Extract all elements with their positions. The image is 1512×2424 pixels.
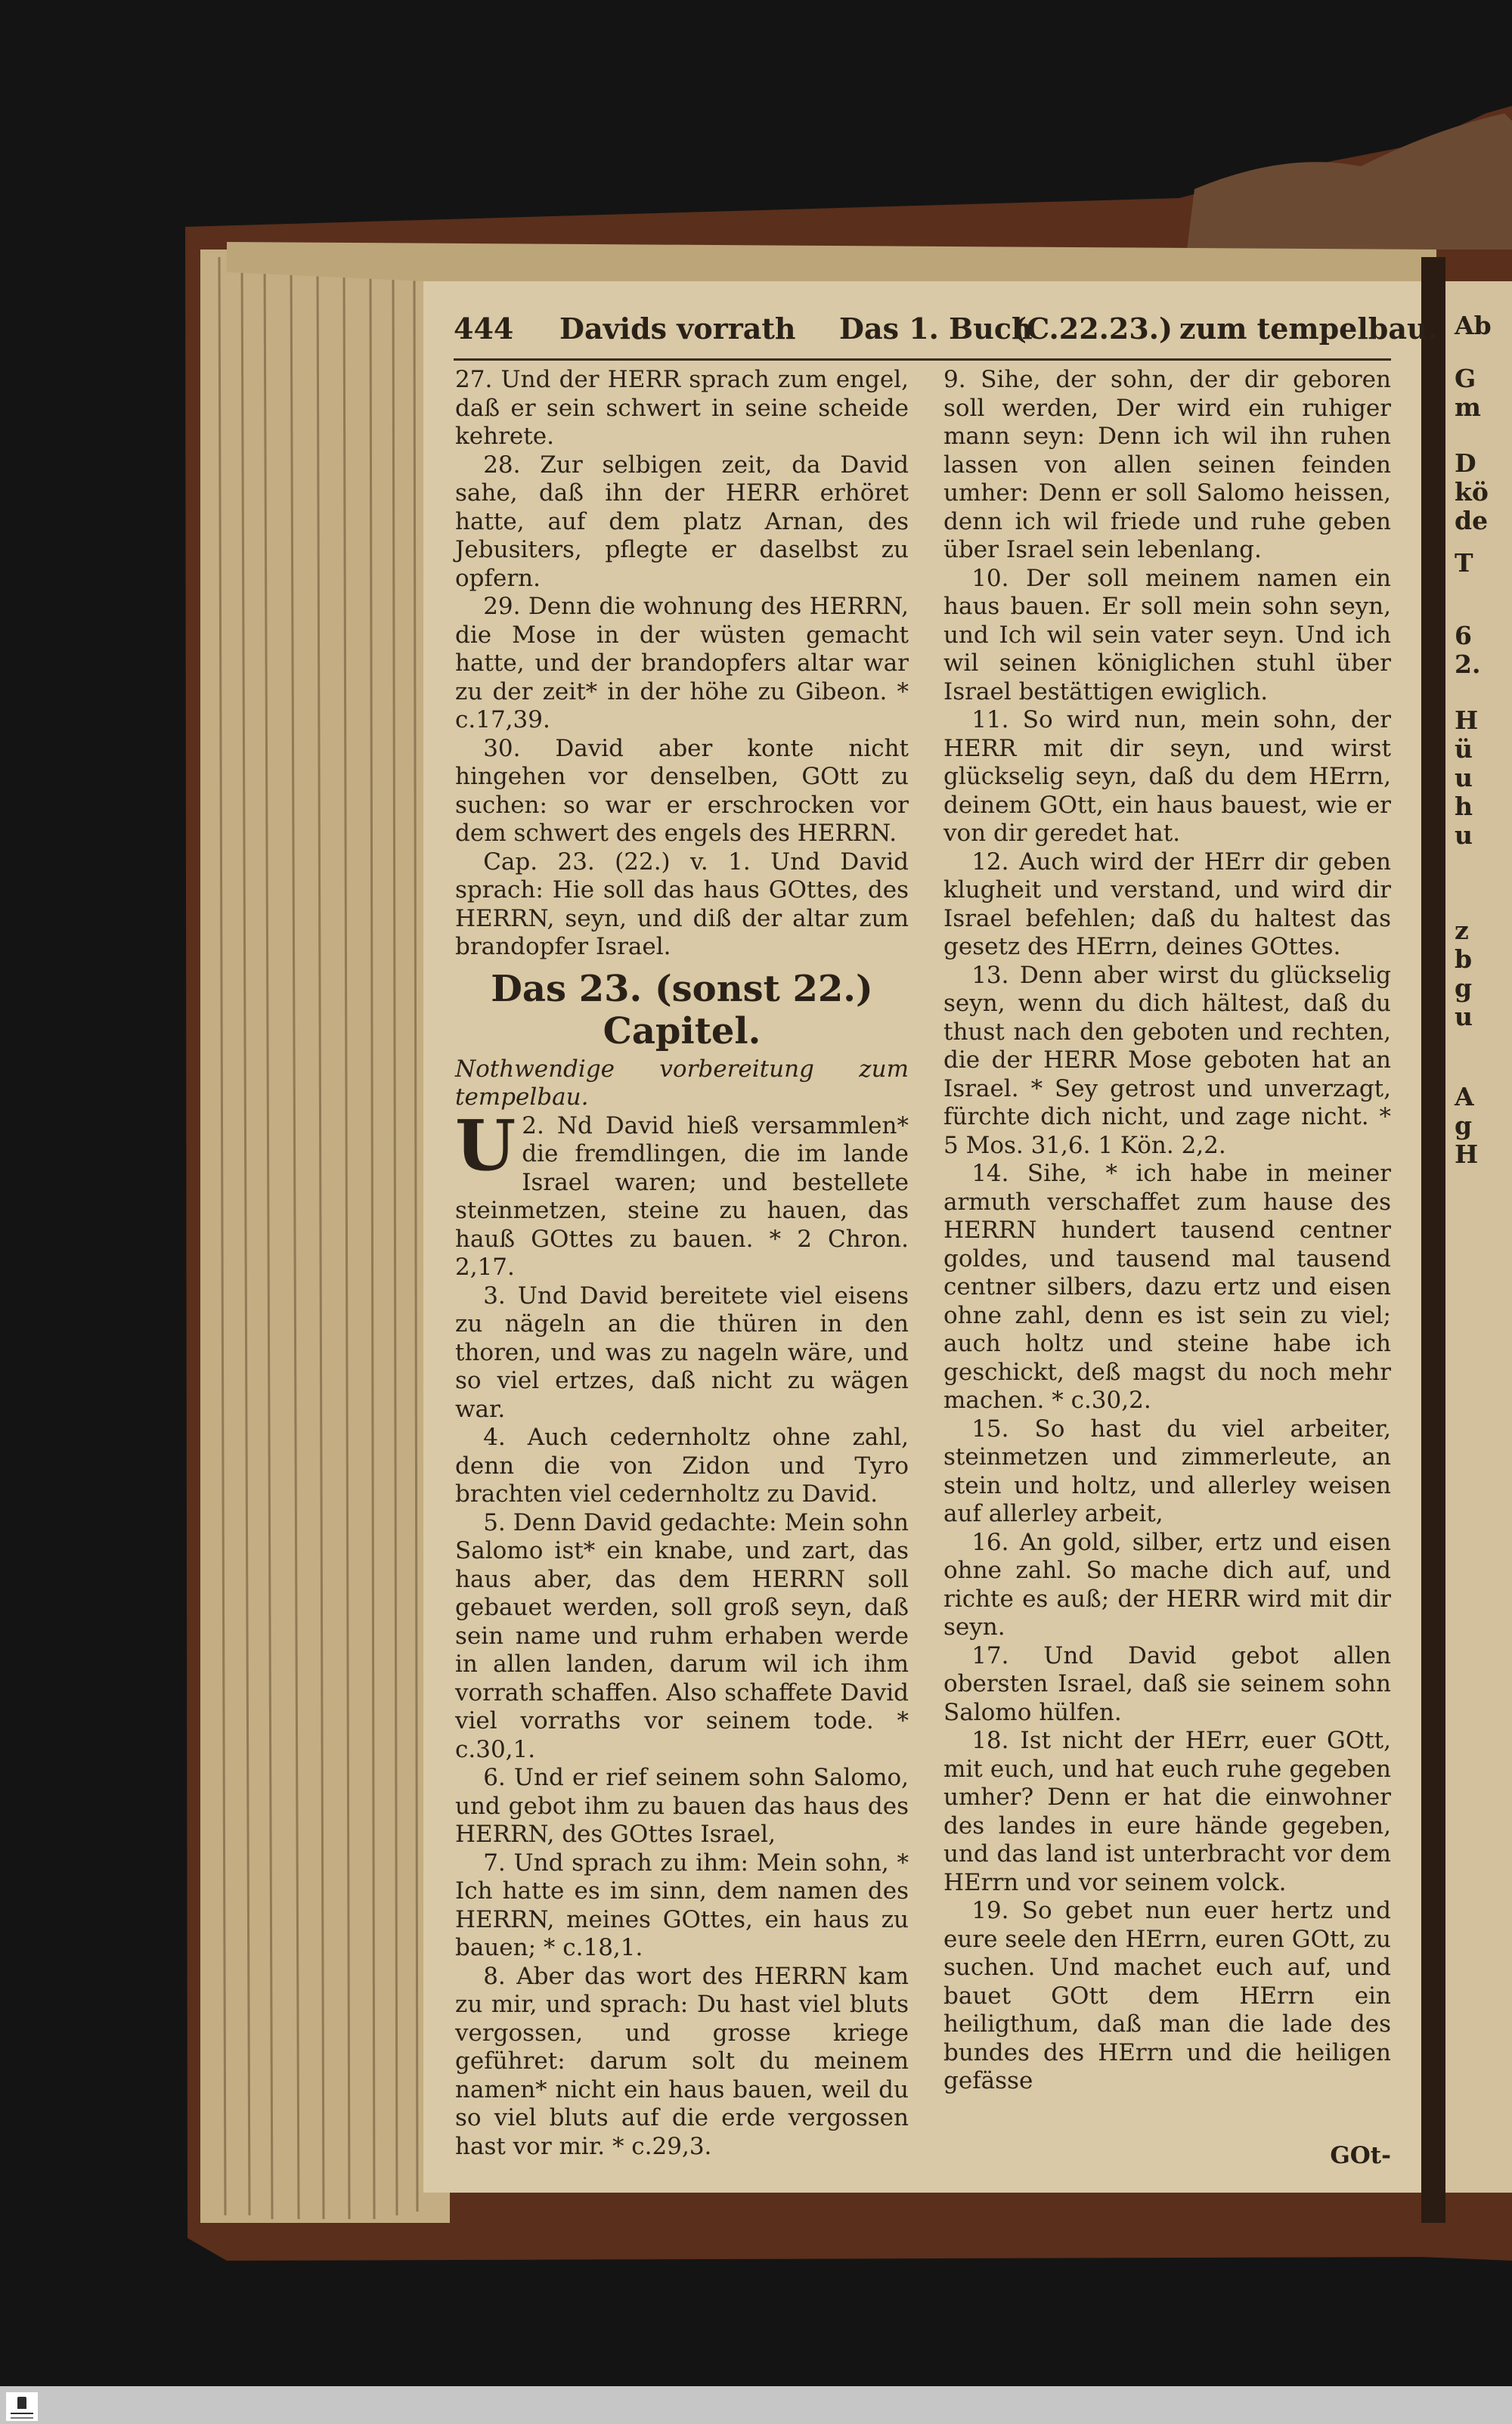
next-page-line: m <box>1455 392 1481 422</box>
next-page-line: u <box>1455 820 1473 850</box>
verse: 10. Der soll meinem namen ein haus bauen. Er soll mein sohn seyn, und Ich wil sein vater seyn. Und ich wil seinen königlichen stuhl über Israel bestättigen ewiglich. <box>943 564 1391 705</box>
catchword: GOt- <box>1330 2142 1391 2169</box>
verse: 18. Ist nicht der HErr, euer GOtt, mit euch, und hat euch ruhe gegeben umher? Denn er hat die einwohner des landes in eure hände gegeben, und das land ist unterbracht vor dem HErrn und vor seinem volck. <box>943 1727 1391 1896</box>
page-number: 444 <box>454 312 514 346</box>
next-page-line: T <box>1455 548 1473 578</box>
right-column <box>943 366 1391 2135</box>
next-page-line: ü <box>1455 734 1473 764</box>
left-column <box>455 366 909 2160</box>
viewer-toolbar <box>0 2386 1512 2424</box>
next-page-line: 2. <box>1455 649 1481 679</box>
verse: 27. Und der HERR sprach zum engel, daß er sein schwert in seine scheide kehrete. <box>455 366 909 450</box>
verse: 16. An gold, silber, ertz und eisen ohne zahl. So mache dich auf, und richte es auß; der HERR wird mit dir seyn. <box>943 1528 1391 1641</box>
running-head-chapter: (C.22.23.) <box>1013 312 1173 346</box>
verse: 8. Aber das wort des HERRN kam zu mir, und sprach: Du hast viel bluts vergossen, und grosse kriege geführet: darum solt du meinem namen* nicht ein haus bauen, weil du so viel bluts auf die erde vergossen hast vor mir. * c.29,3. <box>455 1962 909 2160</box>
verse: 30. David aber konte nicht hingehen vor denselben, GOtt zu suchen: so war er erschrocken vor dem schwert des engels des HERRN. <box>455 734 909 847</box>
next-page-line: z <box>1455 916 1469 945</box>
verse: 4. Auch cedernholtz ohne zahl, denn die von Zidon und Tyro brachten viel cedernholtz zu David. <box>455 1424 909 1508</box>
running-head-right: zum tempelbau. <box>1179 312 1438 346</box>
drop-cap: U <box>455 1104 516 1186</box>
verse: 3. Und David bereitete viel eisens zu nägeln an die thüren in den thoren, und was zu nageln wäre, und so viel ertzes, daß nicht zu wägen war. <box>455 1282 909 1423</box>
logo-mark <box>17 2397 26 2409</box>
verse: 6. Und er rief seinem sohn Salomo, und gebot ihm zu bauen das haus des HERRN, des GOttes Israel, <box>455 1764 909 1848</box>
next-page-line: kö <box>1455 477 1489 507</box>
book-page <box>423 281 1438 2193</box>
next-page-line: u <box>1455 1002 1473 1031</box>
next-page-line: de <box>1455 506 1489 535</box>
next-page-fragment <box>1445 281 1512 2193</box>
next-page-line: A <box>1455 1082 1474 1111</box>
verse: 19. So gebet nun euer hertz und eure seele den HErrn, euren GOtt, zu suchen. Und machet euch auf, und bauet GOtt dem HErrn ein heiligthum, daß man die lade des bundes des HErrn und die heiligen gefässe <box>943 1897 1391 2094</box>
next-page-line: u <box>1455 763 1473 792</box>
verse: 13. Denn aber wirst du glückselig seyn, wenn du dich hältest, daß du thust nach den geboten und rechten, die der HERR Mose geboten hat an Israel. * Sey getrost und unverzagt, fürchte dich nicht, und zage nicht. * 5 Mos. 31,6. 1 Kön. 2,2. <box>943 961 1391 1159</box>
verse: 9. Sihe, der sohn, der dir geboren soll werden, Der wird ein ruhiger mann seyn: Denn ich wil ihn ruhen lassen von allen seinen feinden umher: Denn er soll Salomo heissen, denn ich wil friede und ruhe geben über Israel sein lebenlang. <box>943 366 1391 563</box>
first-verse <box>455 1104 909 1282</box>
next-page-line: b <box>1455 944 1473 974</box>
running-head <box>454 312 1438 357</box>
page-edges <box>200 250 450 2223</box>
verse: 28. Zur selbigen zeit, da David sahe, daß ihn der HERR erhöret hatte, auf dem platz Arnan, des Jebusiters, pflegte er daselbst zu opfern. <box>455 451 909 592</box>
verse: 15. So hast du viel arbeiter, steinmetzen und zimmerleute, an stein und holtz, und allerley weisen auf allerley arbeit, <box>943 1415 1391 1527</box>
worn-spine-edge <box>1187 113 1512 250</box>
running-head-book: Das 1. Buch <box>839 312 1033 346</box>
logo-lines <box>11 2413 33 2419</box>
verse: 14. Sihe, * ich habe in meiner armuth verschaffet zum hause des HERRN hundert tausend centner goldes, und tausend mal tausend centner silbers, dazu ertz und eisen ohne zahl, denn es ist sein zu viel; auch holtz und steine habe ich geschickt, deß magst du noch mehr machen. * c.30,2. <box>943 1160 1391 1414</box>
next-page-line: g <box>1455 1111 1473 1140</box>
first-verse-text: 2. Nd David hieß versammlen* die fremdlingen, die im lande Israel waren; und bestellete steinmetzen, steine zu hauen, das hauß GOttes zu bauen. * 2 Chron. 2,17. <box>455 1111 909 1281</box>
next-page-line: 6 <box>1455 621 1472 650</box>
library-logo-icon[interactable] <box>6 2392 38 2421</box>
running-head-left: Davids vorrath <box>559 312 796 346</box>
next-page-line: h <box>1455 792 1473 821</box>
next-page-line: g <box>1455 973 1473 1003</box>
chapter-heading: Das 23. (sonst 22.) Capitel. <box>491 967 873 1052</box>
verse: 12. Auch wird der HErr dir geben klugheit und verstand, und wird dir Israel befehlen; daß du haltest das gesetz des HErrn, deines GOttes. <box>943 848 1391 960</box>
verse: 29. Denn die wohnung des HERRN, die Mose in der wüsten gemacht hatte, und der brandopfers altar war zu der zeit* in der höhe zu Gibeon. * c.17,39. <box>455 593 909 733</box>
verse: 11. So wird nun, mein sohn, der HERR mit dir seyn, und wirst glückselig seyn, daß du dem HErrn, deinem GOtt, ein haus bauest, wie er von dir geredet hat. <box>943 706 1391 847</box>
verse: Cap. 23. (22.) v. 1. Und David sprach: Hie soll das haus GOttes, des HERRN, seyn, und diß der altar zum brandopfer Israel. <box>455 848 909 960</box>
next-page-line: H <box>1455 705 1479 735</box>
verse: 5. Denn David gedachte: Mein sohn Salomo ist* ein knabe, und zart, das haus aber, das dem HERRN soll gebauet werden, soll groß seyn, daß sein name und ruhm erhaben werde in allen landen, darum wil ich ihm vorrath schaffen. Also schaffete David viel vorraths vor seinem tode. * c.30,1. <box>455 1508 909 1763</box>
verse: 17. Und David gebot allen obersten Israel, daß sie seinem sohn Salomo hülfen. <box>943 1641 1391 1726</box>
next-page-line: H <box>1455 1139 1479 1169</box>
gutter <box>1421 257 1445 2223</box>
chapter-summary: Nothwendige vorbereitung zum tempelbau. <box>455 1055 909 1111</box>
next-page-line: Ab <box>1455 311 1492 340</box>
header-rule <box>454 358 1391 361</box>
verse: 7. Und sprach zu ihm: Mein sohn, * Ich hatte es im sinn, dem namen des HERRN, meines GOttes, ein haus zu bauen; * c.18,1. <box>455 1849 909 1961</box>
next-page-line: G <box>1455 364 1476 393</box>
next-page-line: D <box>1455 448 1476 478</box>
